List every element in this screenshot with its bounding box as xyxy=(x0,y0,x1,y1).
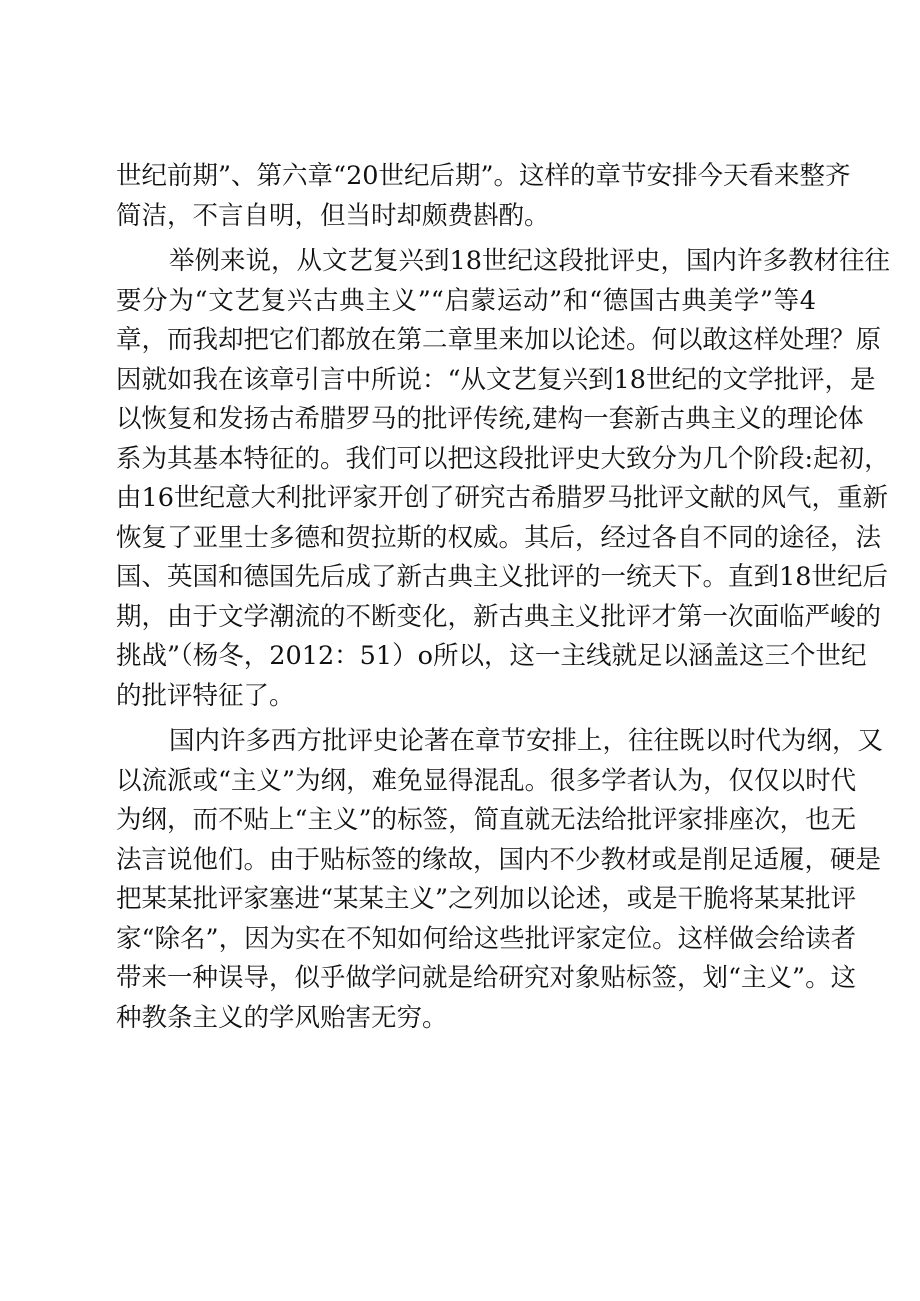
text-line: 家“除名”，因为实在不知如何给这些批评家定位。这样做会给读者 xyxy=(116,923,857,954)
text-line: 为纲，而不贴上“主义”的标签，简直就无法给批评家排座次，也无 xyxy=(116,805,857,835)
text-line: 以恢复和发扬古希腊罗马的批评传统,建构一套新古典主义的理论体 xyxy=(116,404,864,434)
paragraph xyxy=(116,242,890,716)
body-text xyxy=(116,157,890,1038)
text-line: 世纪前期”、第六章“20世纪后期”。这样的章节安排今天看来整齐 xyxy=(116,161,851,191)
text-line: 法言说他们。由于贴标签的缘故，国内不少教材或是削足适履，硬是 xyxy=(116,844,882,875)
text-line: 由16世纪意大利批评家开创了研究古希腊罗马批评文献的风气，重新 xyxy=(116,483,888,513)
text-line: 带来一种误导，似乎做学问就是给研究对象贴标签，划“主义”。这 xyxy=(116,963,857,993)
text-line: 把某某批评家塞进“某某主义”之列加以论述，或是干脆将某某批评 xyxy=(116,884,857,914)
text-line: 简洁，不言自明，但当时却颇费斟酌。 xyxy=(116,200,550,231)
text-line: 以流派或“主义”为纲，难免显得混乱。很多学者认为，仅仅以时代 xyxy=(116,765,857,796)
paragraph xyxy=(116,722,884,1038)
text-line: 国、英国和德国先后成了新古典主义批评的一统天下。直到18世纪后 xyxy=(116,562,888,592)
paragraph xyxy=(116,157,851,236)
text-line: 恢复了亚里士多德和贺拉斯的权威。其后，经过各自不同的途径，法 xyxy=(116,522,882,553)
text-line: 的批评特征了。 xyxy=(116,680,295,711)
text-line: 挑战”（杨冬，2012：51）o所以，这一主线就足以涵盖这三个世纪 xyxy=(116,641,867,671)
text-line: 章，而我却把它们都放在第二章里来加以论述。何以敢这样处理？原 xyxy=(116,325,882,355)
text-line: 国内许多西方批评史论著在章节安排上，往往既以时代为纲，又 xyxy=(169,726,884,756)
text-line: 举例来说，从文艺复兴到18世纪这段批评史，国内许多教材往往 xyxy=(169,246,890,276)
text-line: 种教条主义的学风贻害无穷。 xyxy=(116,1002,448,1033)
text-line: 期，由于文学潮流的不断变化，新古典主义批评才第一次面临严峻的 xyxy=(116,601,882,632)
text-line: 系为其基本特征的。我们可以把这段批评史大致分为几个阶段:起初， xyxy=(116,443,890,474)
text-line: 因就如我在该章引言中所说：“从文艺复兴到18世纪的文学批评，是 xyxy=(116,364,876,395)
text-line: 要分为“文艺复兴古典主义”“启蒙运动”和“德国古典美学”等4 xyxy=(116,285,816,316)
